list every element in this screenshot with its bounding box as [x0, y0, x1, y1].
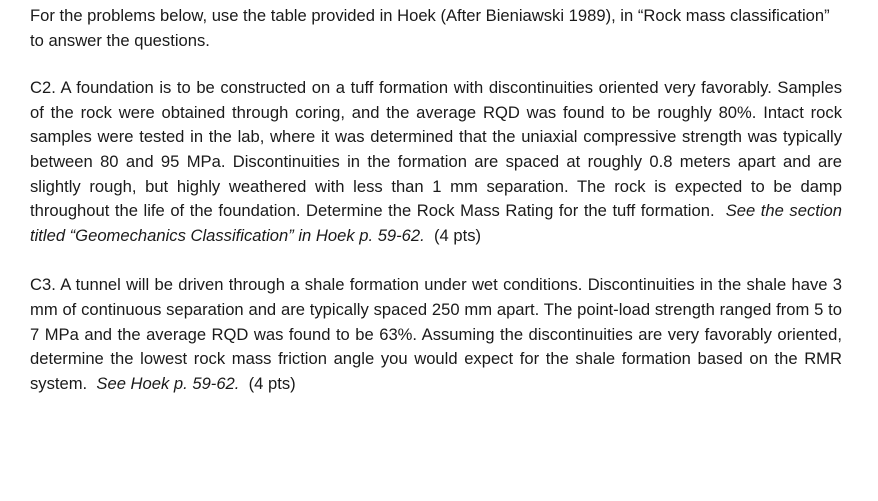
problem-c3-reference: See Hoek p. 59-62. [96, 373, 240, 393]
problem-c2-points: (4 pts) [433, 225, 482, 245]
document-page [30, 4, 842, 396]
problem-c3-body: C3. A tunnel will be driven through a shale formation under wet conditions. Discontinuities in the shale have 3 mm of continuous separation and are typically spaced 250 mm apart. The point-load strength ranged from 5 to 7 MPa and the average RQD was found to be 63%. Assuming the discontinuities are very favorably oriented, determine the lowest rock mass friction angle you would expect for the shale formation based on the RMR system. [30, 275, 842, 393]
paragraph-spacer [30, 248, 842, 273]
intro-paragraph: For the problems below, use the table provided in Hoek (After Bieniawski 1989), in “Rock mass classification” to answer the questions. [30, 6, 830, 50]
problem-c3-points: (4 pts) [248, 373, 296, 393]
paragraph-spacer [30, 53, 842, 76]
problem-c3-paragraph [30, 273, 842, 396]
problem-c2-body: C2. A foundation is to be constructed on a tuff formation with discontinuities oriented very favorably. Samples of the rock were obtained through coring, and the average RQD was found to be roughly 80%. Intact rock samples were tested in the lab, where it was determined that the uniaxial compressive strength was typically between 80 and 95 MPa. Discontinuities in the formation are spaced at roughly 0.8 meters apart and are slightly rough, but highly weathered with less than 1 mm separation. The rock is expected to be damp throughout the life of the foundation. Determine the Rock Mass Rating for the tuff formation. [30, 78, 842, 221]
problem-c2-paragraph [30, 76, 842, 248]
problem-c2-reference: See the section titled “Geomechanics Classification” in Hoek p. 59-62. [30, 201, 843, 245]
